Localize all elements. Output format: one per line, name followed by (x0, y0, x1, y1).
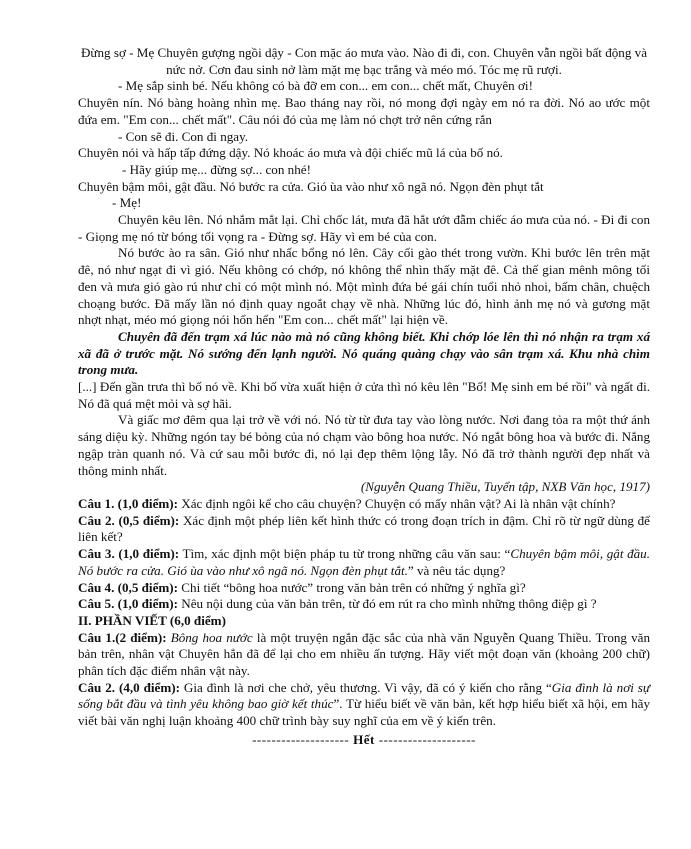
question-label: Câu 3. (1,0 điểm): (78, 546, 180, 562)
passage-paragraph: - Hãy giúp mẹ... đừng sợ... con nhé! (122, 161, 311, 177)
question-label: Câu 5. (1,0 điểm): (78, 596, 179, 612)
end-word: Hết (353, 731, 375, 747)
passage-paragraph: Chuyên nói và hấp tấp đứng dậy. Nó khoác áo mưa và đội chiếc mũ lá của bố nó. (78, 145, 503, 161)
passage-paragraph: [...] Đến gần trưa thì bố nó về. Khi bố vừa xuất hiện ở cửa thì nó kêu lên "Bố! Mẹ sinh em bé rồi" và ngất đi. Nó đã quá mệt mỏi và sợ hãi. (78, 379, 650, 411)
question-label: Câu 1.(2 điểm): (78, 629, 167, 645)
story-title: Bông hoa nước (170, 629, 253, 645)
question-quote: Chuyên bậm môi, gật đầu. Nó bước ra cửa. Gió ùa vào như xô ngã nó. Ngọn đèn phụt tắt. (78, 546, 650, 578)
question-1 (78, 496, 650, 513)
question-text: Chi tiết “bông hoa nước” trong văn bản trên có những ý nghĩa gì? (178, 579, 526, 595)
question-text: Tìm, xác định một biện pháp tu từ trong những câu văn sau: “ (179, 546, 511, 562)
question-3 (78, 546, 650, 579)
dash-line: -------------------- (252, 731, 350, 747)
question-text: ” và nêu tác dụng? (407, 562, 506, 578)
passage-paragraph: - Mẹ sắp sinh bé. Nếu không có bà đỡ em con... em con... chết mất, Chuyên ơi! (118, 78, 533, 94)
passage-paragraph: Chuyên kêu lên. Nó nhắm mắt lại. Chỉ chốc lát, mưa đã hắt ướt đẫm chiếc áo mưa của nó. - Đi đi con - Giọng mẹ nó từ bóng tối vọng ra - Đừng sợ. Hãy vì em bé của con. (78, 212, 650, 244)
question-text: Nêu nội dung của văn bản trên, từ đó em rút ra cho mình những thông điệp gì ? (178, 596, 597, 612)
source-citation: (Nguyễn Quang Thiều, Tuyển tập, NXB Văn học, 1917) (360, 479, 650, 495)
question-label: Câu 1. (1,0 điểm): (78, 495, 179, 511)
question-quote: Gia đình là nơi sự sống bắt đầu và tình yêu không bao giờ kết thúc (78, 679, 651, 712)
question-text: là một truyện ngắn đặc sắc của nhà văn Nguyễn Quang Thiều. Trong văn bản trên, nhân vật Chuyên hẳn đã để lại cho em nhiều ấn tượng. Hãy viết một đoạn văn (khoảng 200 chữ) phân tích đặc điểm nhân vật này. (78, 629, 650, 679)
question-label: Câu 2. (4,0 điểm): (78, 679, 180, 695)
question-text: Gia đình là nơi che chở, yêu thương. Vì vậy, đã có ý kiến cho rằng “ (180, 679, 552, 695)
question-2 (78, 513, 650, 546)
question-label: Câu 4. (0,5 điểm): (78, 579, 179, 595)
passage-paragraph: Đừng sợ - Mẹ Chuyên gượng ngồi dậy - Con mặc áo mưa vào. Nào đi đi, con. Chuyên vẫn ngồi bất động và nức nở. Cơn đau sinh nở làm mặt mẹ bạc trắng và méo mó. Tóc mẹ rũ rượi. (80, 45, 648, 77)
writing-question-2 (78, 680, 650, 730)
question-text: Xác định ngôi kể cho câu chuyện? Chuyện có mấy nhân vật? Ai là nhân vật chính? (178, 495, 616, 511)
passage-paragraph: - Con sẽ đi. Con đi ngay. (118, 128, 249, 144)
bold-passage-excerpt: Chuyên đã đến trạm xá lúc nào mà nó cũng không biết. Khi chớp lóe lên thì nó nhận ra trạm xá xã đã ở trước mặt. Nó sướng đến lạnh người. Nó quáng quàng chạy vào sân trạm xá. Khu nhà chìm trong mưa. (78, 328, 650, 378)
passage-paragraph: Và giấc mơ đêm qua lại trở về với nó. Nó từ từ đưa tay vào lòng nước. Nơi đang tỏa ra một thứ ánh sáng diệu kỳ. Những ngón tay bé bỏng của nó chạm vào bông hoa nước. Nó ngắt bông hoa và bước đi. Nắng ngập tràn quanh nó. Và cứ sau mỗi bước đi, nó lại đẹp thêm lộng lẫy. Nó đã trở thành người đẹp nhất và thông minh nhất. (78, 412, 650, 478)
exam-page (78, 45, 650, 749)
section-heading: II. PHẦN VIẾT (6,0 điểm) (78, 612, 226, 628)
passage-paragraph: Chuyên nín. Nó bàng hoàng nhìn mẹ. Bao tháng nay rồi, nó mong đợi ngày em nó ra đời. Nó ao ước một đứa em. "Em con... chết mất". Câu nói đó của mẹ làm nó chợt trở nên cứng rắn (78, 95, 650, 127)
question-text: ”. Từ hiểu biết về văn bản, kết hợp hiểu biết xã hội, em hãy viết bài văn nghị luận khoảng 400 chữ trình bày suy nghĩ của em về ý kiến trên. (78, 696, 650, 729)
passage-paragraph: Nó bước ào ra sân. Gió như nhấc bổng nó lên. Cây cối gào thét trong vườn. Khi bước lên trên mặt đê, nó như ngạt đi vì gió. Nếu không có chớp, nó không thể nhìn thấy mặt đê. Cả thế gian mênh mông tối đen và mưa gió gào rú như chỉ có một mình nó. Một mình đứa bé gái chín tuổi nhỏ nhoi, bấm chân, chuệch choạng bước. Đã mấy lần nó định quay ngoắt chạy về nhà. Những lúc đó, hình ảnh mẹ nó và gương mặt nhợt nhạt, méo mó giọng nói hổn hển "Em con... chết mất" lại hiện về. (78, 245, 650, 328)
question-text: Xác định một phép liên kết hình thức có trong đoạn trích in đậm. Chỉ rõ từ ngữ dùng để liên kết? (78, 512, 650, 545)
question-label: Câu 2. (0,5 điểm): (78, 512, 180, 528)
question-5 (78, 596, 650, 613)
dash-line: -------------------- (378, 731, 476, 747)
passage-paragraph: - Mẹ! (112, 195, 142, 211)
end-marker (78, 732, 650, 749)
question-4 (78, 580, 650, 597)
writing-question-1 (78, 630, 650, 680)
passage-paragraph: Chuyên bậm môi, gật đầu. Nó bước ra cửa. Gió ùa vào như xô ngã nó. Ngọn đèn phụt tắt (78, 178, 544, 194)
